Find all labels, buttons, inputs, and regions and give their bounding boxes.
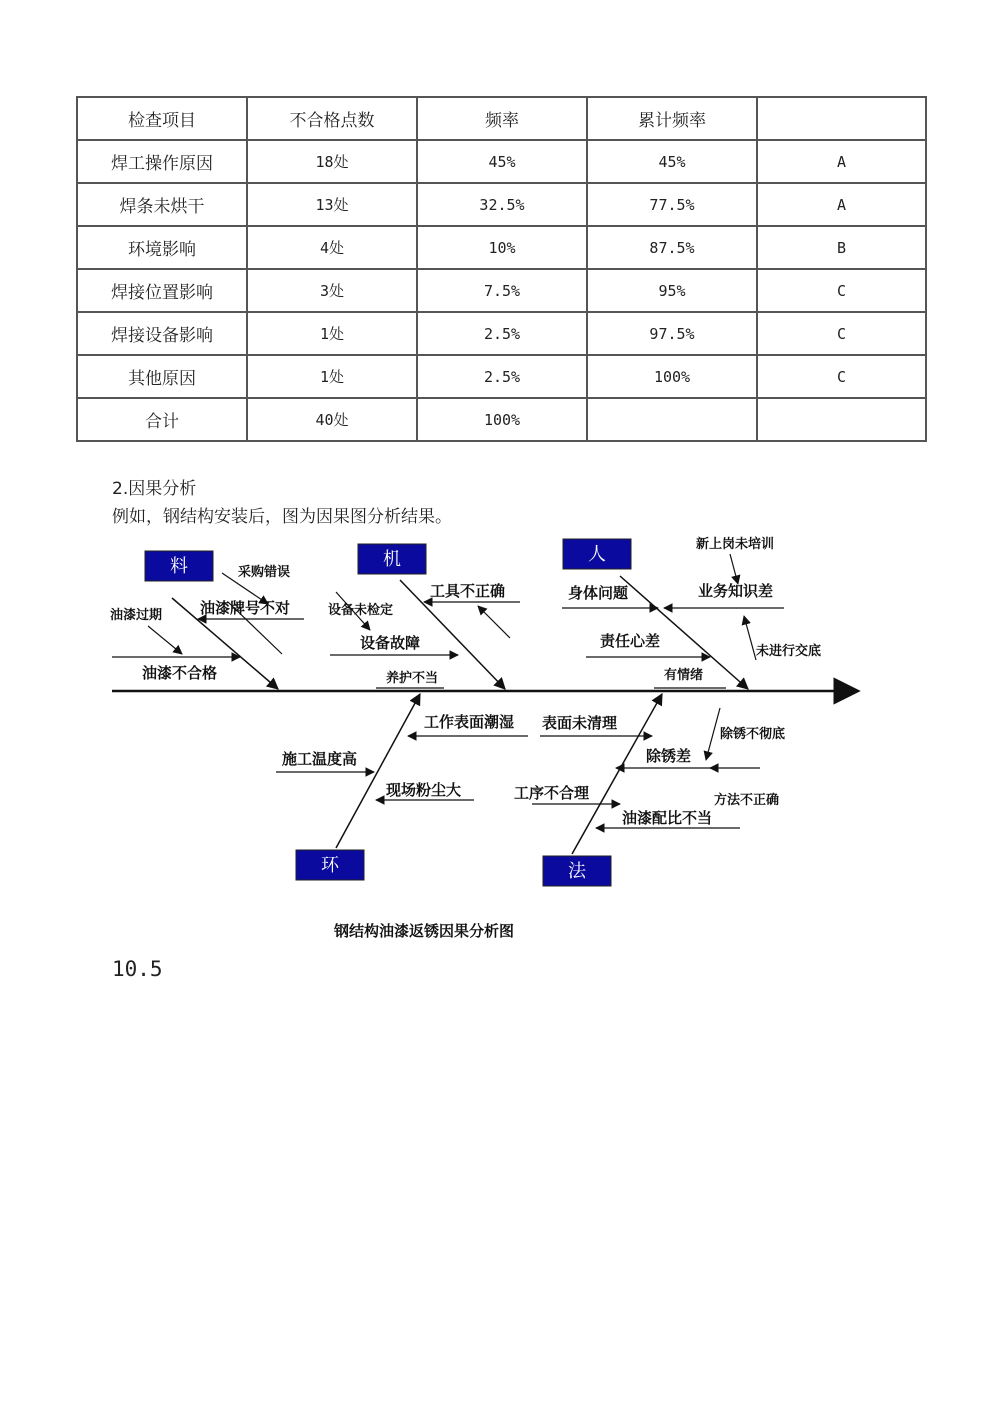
cause-paint-ratio-improper: 油漆配比不当 [622, 809, 713, 827]
cause-poor-responsibility: 责任心差 [600, 632, 661, 650]
line-paint-expired [148, 626, 182, 654]
line-new-staff-untrained [730, 554, 738, 584]
cause-surface-not-cleaned: 表面未清理 [542, 714, 618, 732]
header-class [757, 97, 926, 140]
cell-frequency: 7.5% [417, 269, 587, 312]
cell-count: 18处 [247, 140, 417, 183]
cause-physical-problem: 身体问题 [568, 584, 629, 602]
cell-cumulative [587, 398, 757, 441]
diagram-caption: 钢结构油漆返锈因果分析图 [334, 922, 515, 940]
cell-class: C [757, 312, 926, 355]
cell-frequency: 2.5% [417, 355, 587, 398]
cause-rust-removal-incomplete: 除锈不彻底 [720, 727, 786, 742]
cell-item: 焊接位置影响 [77, 269, 247, 312]
cause-paint-brand-wrong: 油漆牌号不对 [200, 599, 291, 617]
cause-lack-skill: 业务知识差 [698, 582, 774, 600]
cell-class: C [757, 269, 926, 312]
cell-frequency: 45% [417, 140, 587, 183]
cause-improper-procedure: 工序不合理 [514, 784, 590, 802]
example-text: 例如，钢结构安装后，图为因果图分析结果。 [112, 507, 452, 527]
table-row [77, 226, 926, 269]
table-row [77, 355, 926, 398]
category-environment: 环 [321, 855, 339, 876]
cell-count: 40处 [247, 398, 417, 441]
cause-emotional: 有情绪 [664, 668, 704, 683]
category-method: 法 [568, 861, 586, 882]
cell-cumulative: 95% [587, 269, 757, 312]
cause-equipment-not-calibrated: 设备未检定 [328, 603, 394, 618]
table-row [77, 312, 926, 355]
cause-equipment-failure: 设备故障 [360, 634, 421, 652]
cell-class: C [757, 355, 926, 398]
table-header-row [77, 97, 926, 140]
cell-count: 3处 [247, 269, 417, 312]
cell-count: 4处 [247, 226, 417, 269]
fishbone-diagram [0, 530, 1000, 950]
cell-cumulative: 77.5% [587, 183, 757, 226]
cause-paint-expired: 油漆过期 [110, 608, 163, 623]
cause-purchase-error: 采购错误 [238, 565, 291, 580]
cell-item: 合计 [77, 398, 247, 441]
cell-class: B [757, 226, 926, 269]
table-row [77, 183, 926, 226]
cause-high-temperature: 施工温度高 [282, 750, 358, 768]
cell-cumulative: 97.5% [587, 312, 757, 355]
cause-poor-rust-removal: 除锈差 [646, 747, 692, 765]
table-row [77, 140, 926, 183]
cause-no-briefing: 未进行交底 [756, 644, 822, 659]
header-frequency: 频率 [417, 97, 587, 140]
cell-frequency: 32.5% [417, 183, 587, 226]
line-tool-branch [478, 606, 510, 638]
category-man: 人 [588, 544, 606, 565]
footer-text: 10.5 [112, 957, 163, 981]
cell-class: A [757, 140, 926, 183]
category-material: 料 [170, 556, 188, 577]
table-row-total [77, 398, 926, 441]
bone-environment [336, 694, 420, 848]
cell-item: 其他原因 [77, 355, 247, 398]
cell-cumulative: 87.5% [587, 226, 757, 269]
cell-frequency: 2.5% [417, 312, 587, 355]
cell-frequency: 100% [417, 398, 587, 441]
cause-wrong-method: 方法不正确 [714, 793, 780, 808]
cause-tool-incorrect: 工具不正确 [430, 582, 506, 600]
cause-paint-unqualified: 油漆不合格 [142, 664, 218, 682]
cell-item: 焊条未烘干 [77, 183, 247, 226]
section-heading: 2.因果分析 [112, 479, 197, 499]
header-cumulative-frequency: 累计频率 [587, 97, 757, 140]
header-item: 检查项目 [77, 97, 247, 140]
cause-surface-humid: 工作表面潮湿 [424, 713, 515, 731]
cell-item: 焊接设备影响 [77, 312, 247, 355]
cell-count: 1处 [247, 355, 417, 398]
cell-item: 环境影响 [77, 226, 247, 269]
line-rust-removal-incomplete [706, 708, 720, 760]
category-machine: 机 [383, 549, 401, 570]
cell-cumulative: 100% [587, 355, 757, 398]
cause-maintenance-improper: 养护不当 [386, 671, 439, 686]
cell-class [757, 398, 926, 441]
table-row [77, 269, 926, 312]
statistics-table [76, 96, 927, 442]
cell-class: A [757, 183, 926, 226]
cell-count: 13处 [247, 183, 417, 226]
header-defect-count: 不合格点数 [247, 97, 417, 140]
cell-frequency: 10% [417, 226, 587, 269]
line-no-briefing [744, 616, 756, 660]
cell-cumulative: 45% [587, 140, 757, 183]
cause-new-staff-untrained: 新上岗未培训 [696, 537, 775, 552]
cell-item: 焊工操作原因 [77, 140, 247, 183]
cause-dusty-site: 现场粉尘大 [386, 781, 462, 799]
cell-count: 1处 [247, 312, 417, 355]
